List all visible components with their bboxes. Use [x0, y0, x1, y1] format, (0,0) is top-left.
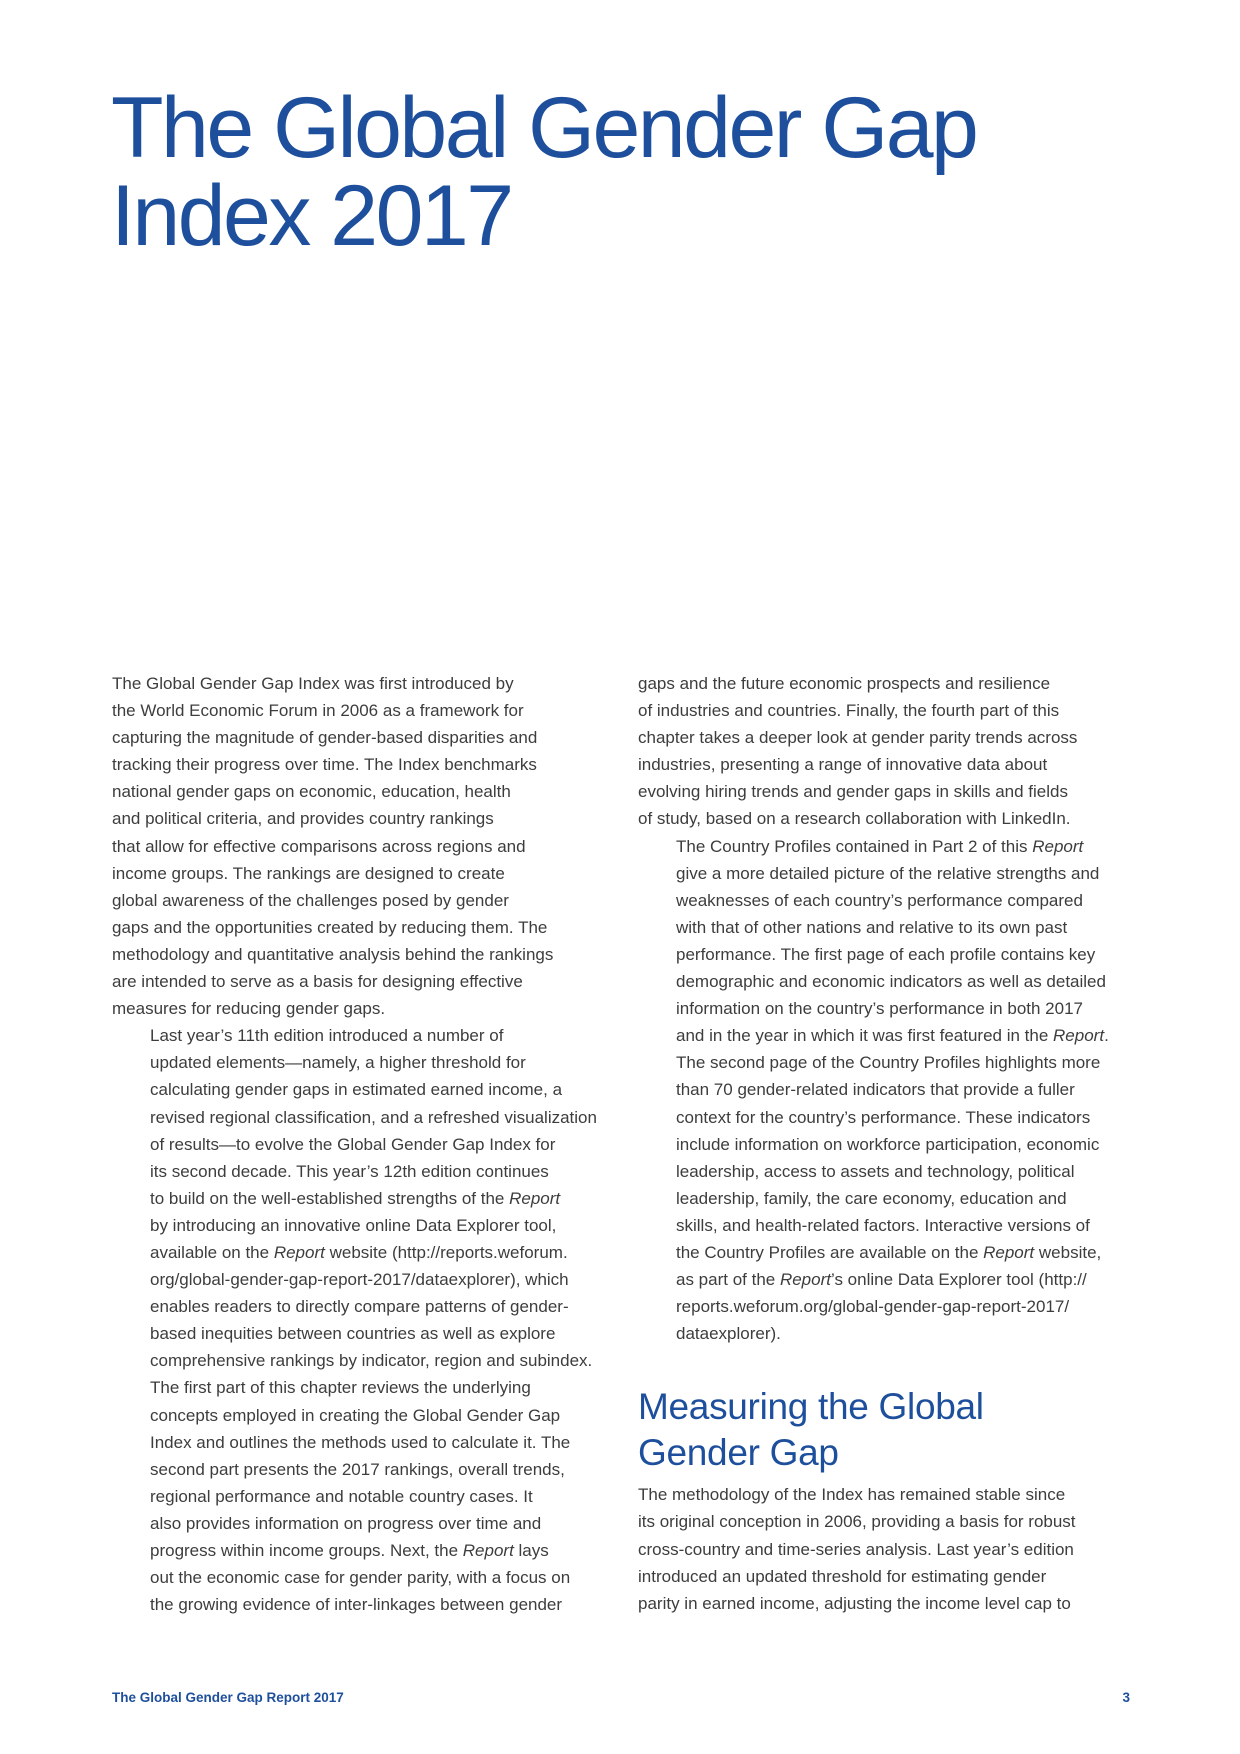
section-paragraph	[638, 1481, 1132, 1616]
text-line: and political criteria, and provides country rankings	[112, 809, 494, 829]
text-line: capturing the magnitude of gender-based disparities and	[112, 728, 538, 748]
text-line: tracking their progress over time. The Index benchmarks	[112, 755, 537, 775]
text-line: gaps and the future economic prospects and resilience	[638, 674, 1051, 693]
text-line: its original conception in 2006, providing a basis for robust	[638, 1512, 1076, 1532]
text-line: revised regional classification, and a refreshed visualization	[150, 1107, 597, 1127]
text-line: available on the Report website (http://reports.weforum.	[150, 1242, 568, 1262]
text-line: the World Economic Forum in 2006 as a framework for	[112, 701, 524, 721]
text-line: calculating gender gaps in estimated earned income, a	[150, 1080, 563, 1100]
text-line: performance. The first page of each profile contains key	[676, 944, 1096, 964]
section-heading	[638, 1384, 1132, 1476]
text-line: that allow for effective comparisons across regions and	[112, 836, 526, 856]
text-line: dataexplorer).	[676, 1324, 781, 1344]
text-line: concepts employed in creating the Global Gender Gap	[150, 1405, 561, 1425]
text-line: include information on workforce participation, economic	[676, 1134, 1100, 1154]
right-column-paragraphs	[638, 670, 1132, 1347]
text-line: reports.weforum.org/global-gender-gap-report-2017/	[676, 1297, 1070, 1317]
text-line: information on the country’s performance in both 2017	[676, 999, 1083, 1019]
paragraph	[112, 1374, 600, 1618]
footer-report-title: The Global Gender Gap Report 2017	[112, 1690, 344, 1705]
text-line: leadership, access to assets and technology, political	[676, 1161, 1075, 1181]
text-line: national gender gaps on economic, education, health	[112, 782, 511, 802]
text-line: as part of the Report’s online Data Explorer tool (http://	[676, 1270, 1087, 1290]
text-line: industries, presenting a range of innovative data about	[638, 755, 1048, 775]
text-line: The methodology of the Index has remained stable since	[638, 1485, 1066, 1505]
text-line: by introducing an innovative online Data Explorer tool,	[150, 1215, 557, 1235]
text-line: context for the country’s performance. These indicators	[676, 1107, 1091, 1127]
text-line: parity in earned income, adjusting the income level cap to	[638, 1593, 1071, 1613]
text-line: give a more detailed picture of the relative strengths and	[676, 863, 1100, 883]
paragraph	[638, 670, 1132, 833]
text-line: of industries and countries. Finally, the fourth part of this	[638, 701, 1060, 721]
section-heading-line: Measuring the Global	[638, 1386, 984, 1428]
text-line: updated elements—namely, a higher threshold for	[150, 1053, 526, 1073]
text-line: The Country Profiles contained in Part 2 of this Report	[676, 836, 1084, 856]
text-line: measures for reducing gender gaps.	[112, 999, 386, 1019]
text-line: global awareness of the challenges posed by gender	[112, 890, 509, 910]
text-line: than 70 gender-related indicators that provide a fuller	[676, 1080, 1075, 1100]
text-line: weaknesses of each country’s performance compared	[676, 890, 1083, 910]
page-title-line: Index 2017	[111, 168, 512, 264]
text-line: with that of other nations and relative to its own past	[676, 917, 1068, 937]
text-line: skills, and health-related factors. Interactive versions of	[676, 1215, 1090, 1235]
text-line: the growing evidence of inter-linkages between gender	[150, 1595, 563, 1615]
text-line: also provides information on progress over time and	[150, 1513, 542, 1533]
section-heading-line: Gender Gap	[638, 1432, 839, 1474]
right-text-column	[638, 670, 1132, 1617]
text-line: its second decade. This year’s 12th edition continues	[150, 1161, 549, 1181]
page-number: 3	[1122, 1690, 1130, 1705]
text-line: out the economic case for gender parity, with a focus on	[150, 1568, 571, 1588]
text-line: income groups. The rankings are designed to create	[112, 863, 505, 883]
left-text-column	[112, 670, 600, 1618]
text-line: and in the year in which it was first featured in the Report.	[676, 1026, 1109, 1046]
text-line: comprehensive rankings by indicator, region and subindex.	[150, 1351, 593, 1371]
text-line: Index and outlines the methods used to calculate it. The	[150, 1432, 571, 1452]
text-line: are intended to serve as a basis for designing effective	[112, 972, 523, 992]
text-line: The Global Gender Gap Index was first introduced by	[112, 674, 514, 693]
text-line: The second page of the Country Profiles highlights more	[676, 1053, 1101, 1073]
text-line: to build on the well-established strengths of the Report	[150, 1188, 561, 1208]
text-line: gaps and the opportunities created by reducing them. The	[112, 917, 548, 937]
text-line: progress within income groups. Next, the Report lays	[150, 1541, 549, 1560]
page-title-line: The Global Gender Gap	[111, 80, 977, 176]
text-line: regional performance and notable country cases. It	[150, 1486, 533, 1506]
text-line: methodology and quantitative analysis behind the rankings	[112, 944, 554, 964]
text-line: org/global-gender-gap-report-2017/dataexplorer), which	[150, 1270, 569, 1290]
paragraph	[638, 833, 1132, 1348]
text-line: evolving hiring trends and gender gaps in skills and fields	[638, 782, 1068, 802]
text-line: based inequities between countries as well as explore	[150, 1324, 556, 1344]
text-line: introduced an updated threshold for estimating gender	[638, 1566, 1047, 1586]
page-title	[111, 80, 1161, 264]
text-line: The first part of this chapter reviews the underlying	[150, 1378, 531, 1398]
text-line: of results—to evolve the Global Gender Gap Index for	[150, 1134, 556, 1154]
text-line: enables readers to directly compare patterns of gender-	[150, 1297, 569, 1317]
text-line: of study, based on a research collaboration with LinkedIn.	[638, 809, 1071, 829]
text-line: the Country Profiles are available on the Report website,	[676, 1242, 1102, 1262]
paragraph	[112, 670, 600, 1022]
paragraph	[112, 1022, 600, 1374]
text-line: leadership, family, the care economy, education and	[676, 1188, 1067, 1208]
text-line: second part presents the 2017 rankings, overall trends,	[150, 1459, 565, 1479]
text-line: cross-country and time-series analysis. Last year’s edition	[638, 1539, 1074, 1559]
text-line: chapter takes a deeper look at gender parity trends across	[638, 728, 1078, 748]
text-line: demographic and economic indicators as well as detailed	[676, 972, 1106, 992]
text-line: Last year’s 11th edition introduced a number of	[150, 1026, 504, 1046]
